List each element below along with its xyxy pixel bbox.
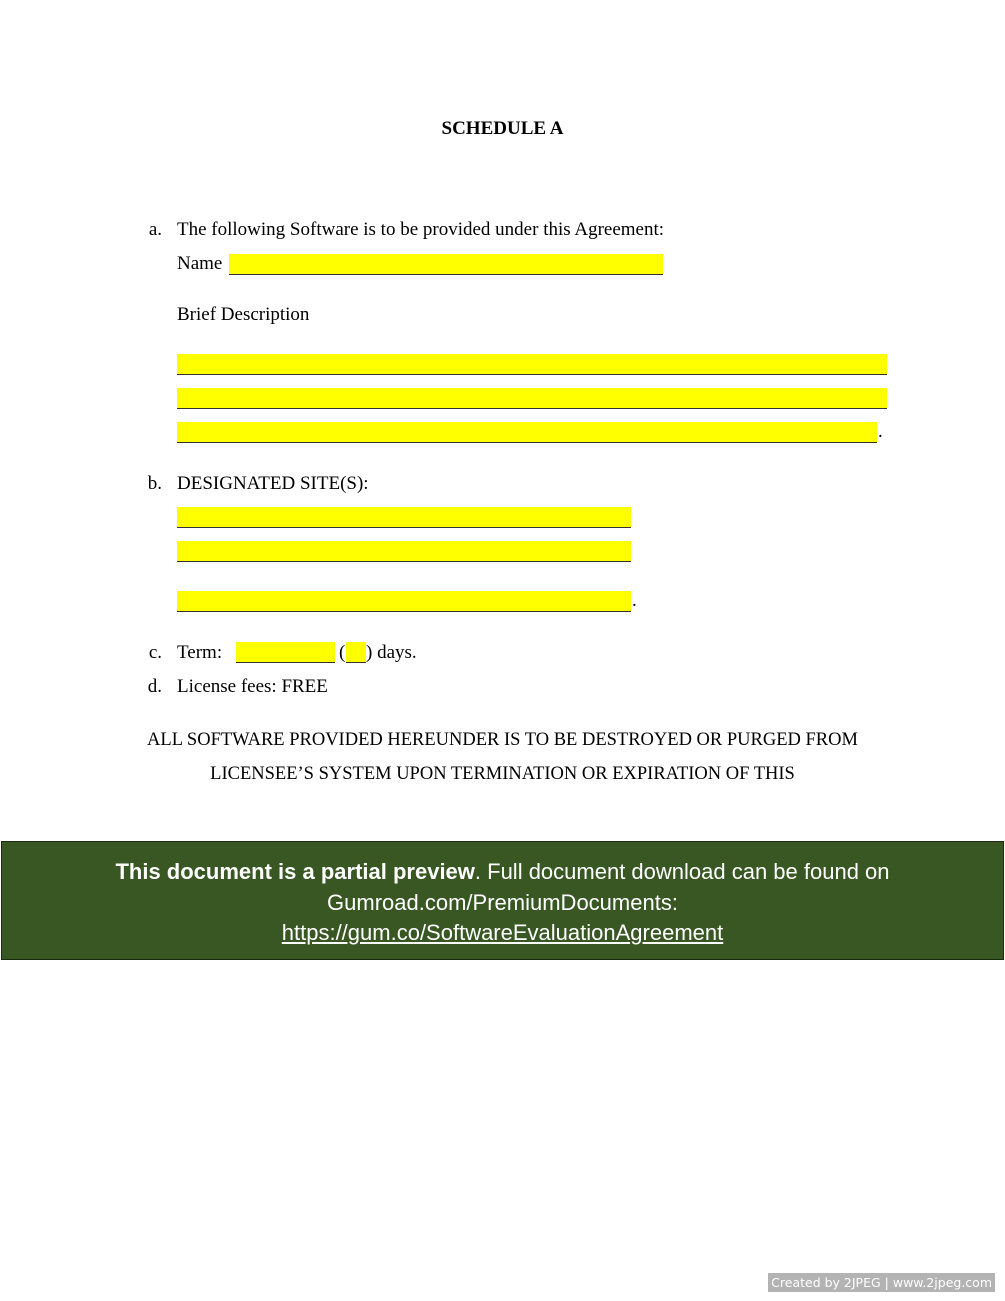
banner-text-rest: . Full document download can be found on <box>474 859 890 884</box>
page-title: SCHEDULE A <box>441 118 564 139</box>
description-field-line-3[interactable] <box>177 422 877 443</box>
name-label: Name <box>177 253 223 274</box>
site-period: . <box>632 590 637 611</box>
site-field-line-2[interactable] <box>177 541 631 562</box>
banner-line-2: Gumroad.com/PremiumDocuments: <box>327 889 678 915</box>
item-text-d: License fees: FREE <box>177 676 328 697</box>
banner-download-link[interactable]: https://gum.co/SoftwareEvaluationAgreement <box>281 920 724 945</box>
banner-line-1 <box>2 857 1003 888</box>
name-field[interactable] <box>229 254 663 275</box>
notice-line-1: ALL SOFTWARE PROVIDED HEREUNDER IS TO BE DESTROYED OR PURGED FROM <box>147 730 858 750</box>
watermark: Created by 2JPEG | www.2jpeg.com <box>768 1273 995 1292</box>
item-marker-d: d. <box>147 676 162 697</box>
site-field-line-1[interactable] <box>177 507 631 528</box>
description-field-line-1[interactable] <box>177 354 887 375</box>
term-suffix: ) days. <box>366 642 417 663</box>
description-period: . <box>878 421 883 442</box>
item-marker-b: b. <box>147 473 162 494</box>
preview-banner <box>1 841 1004 960</box>
item-marker-c: c. <box>148 642 162 663</box>
item-marker-a: a. <box>148 219 162 240</box>
term-open-paren: ( <box>339 642 346 663</box>
banner-bold-text: This document is a partial preview <box>115 859 475 884</box>
item-text-c: Term: <box>177 642 223 663</box>
site-field-line-3[interactable] <box>177 591 631 612</box>
term-number-field[interactable] <box>346 642 366 663</box>
item-text-a: The following Software is to be provided under this Agreement: <box>177 219 665 240</box>
item-text-b: DESIGNATED SITE(S): <box>177 473 369 494</box>
notice-line-2: LICENSEE’S SYSTEM UPON TERMINATION OR EXPIRATION OF THIS <box>210 764 795 784</box>
description-field-line-2[interactable] <box>177 388 887 409</box>
brief-description-label: Brief Description <box>177 304 310 325</box>
term-words-field[interactable] <box>236 642 335 663</box>
